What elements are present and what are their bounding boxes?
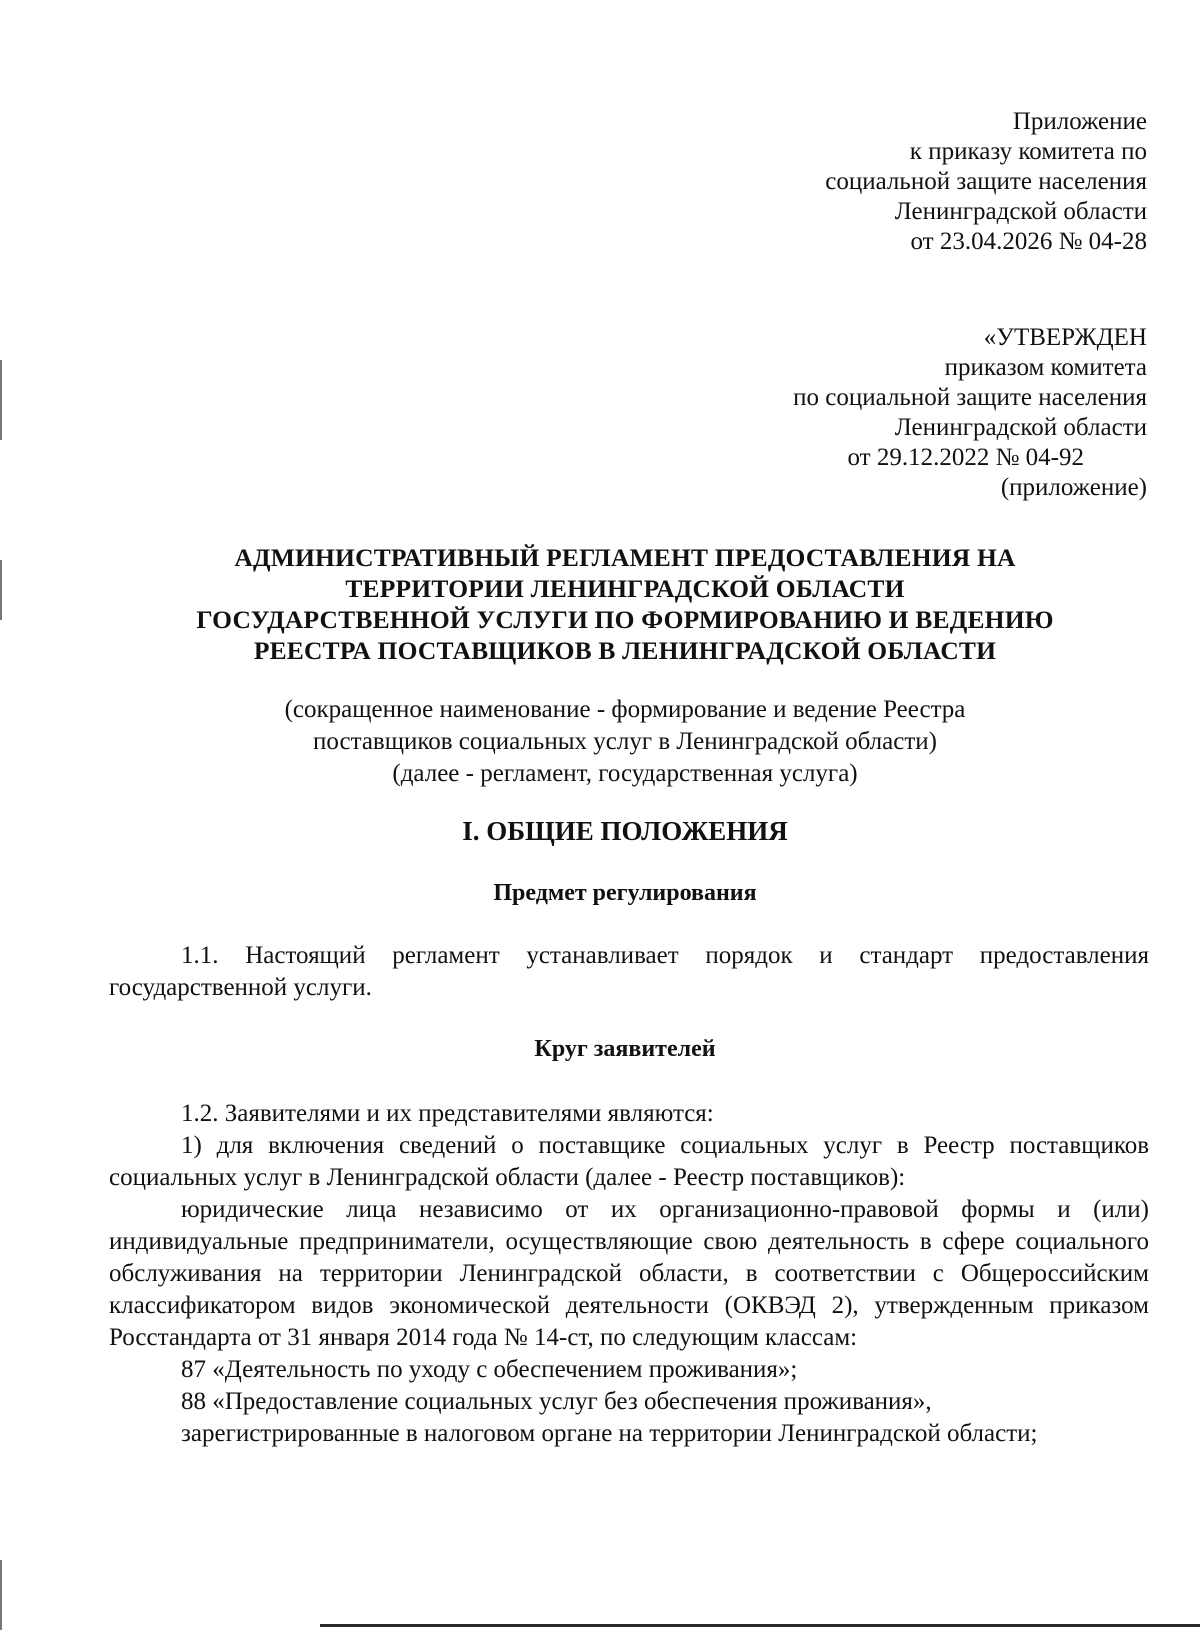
- appendix-line: Ленинградской области: [894, 198, 1147, 225]
- approval-stamp-block: [793, 323, 1147, 503]
- paragraph: 87 «Деятельность по уходу с обеспечением проживания»;: [181, 1356, 798, 1383]
- approved-line: (приложение): [1000, 474, 1147, 501]
- scan-edge-mark: [0, 1560, 2, 1630]
- approved-line: приказом комитета: [944, 354, 1147, 381]
- title-line: ТЕРРИТОРИИ ЛЕНИНГРАДСКОЙ ОБЛАСТИ: [345, 574, 905, 603]
- section-heading: I. ОБЩИЕ ПОЛОЖЕНИЯ: [462, 816, 788, 846]
- approved-line: Ленинградской области: [894, 414, 1147, 441]
- approved-line: от 29.12.2022 № 04-92: [847, 444, 1084, 471]
- title-line: РЕЕСТРА ПОСТАВЩИКОВ В ЛЕНИНГРАДСКОЙ ОБЛАСТИ: [253, 636, 997, 665]
- scan-bottom-edge: [320, 1624, 1200, 1627]
- title-line: ГОСУДАРСТВЕННОЙ УСЛУГИ ПО ФОРМИРОВАНИЮ И ВЕДЕНИЮ: [196, 605, 1054, 634]
- appendix-line: к приказу комитета по: [909, 138, 1147, 165]
- subtitle-line: (сокращенное наименование - формирование и ведение Реестра: [284, 696, 966, 723]
- document-subtitle: [100, 694, 1150, 790]
- paragraph: 88 «Предоставление социальных услуг без обеспечения проживания»,: [181, 1388, 932, 1415]
- paragraph: 1.2. Заявителями и их представителями являются:: [181, 1100, 714, 1127]
- document-title: [100, 542, 1150, 666]
- appendix-line: Приложение: [1012, 108, 1147, 135]
- subsection-heading: Предмет регулирования: [493, 880, 757, 906]
- paragraph-1-1: [109, 940, 1149, 1004]
- paragraph-1-2: [109, 1098, 1149, 1450]
- appendix-header: [825, 107, 1147, 257]
- paragraph: 1.1. Настоящий регламент устанавливает порядок и стандарт предоставления государственной услуги.: [109, 942, 1149, 1001]
- appendix-line: от 23.04.2026 № 04-28: [910, 228, 1147, 255]
- subtitle-line: поставщиков социальных услуг в Ленинградской области): [313, 728, 937, 755]
- scan-edge-mark: [0, 360, 2, 440]
- approved-line: «УТВЕРЖДЕН: [983, 324, 1147, 351]
- subtitle-line: (далее - регламент, государственная услуга): [392, 760, 858, 787]
- paragraph: зарегистрированные в налоговом органе на территории Ленинградской области;: [181, 1420, 1038, 1447]
- appendix-line: социальной защите населения: [825, 168, 1147, 195]
- paragraph: юридические лица независимо от их организационно-правовой формы и (или) индивидуальные предприниматели, осуществляющие свою деятельность в сфере социального обслуживания на территории Ленинградской области, в соответствии с Общероссийским классификатором видов экономической деятельности (ОКВЭД 2), утвержденным приказом Росстандарта от 31 января 2014 года № 14-ст, по следующим классам:: [109, 1196, 1149, 1351]
- approved-line: по социальной защите населения: [793, 384, 1147, 411]
- subsection-heading: Круг заявителей: [534, 1036, 716, 1062]
- scan-edge-mark: [0, 560, 2, 620]
- paragraph: 1) для включения сведений о поставщике социальных услуг в Реестр поставщиков социальных услуг в Ленинградской области (далее - Реестр поставщиков):: [109, 1132, 1149, 1191]
- title-line: АДМИНИСТРАТИВНЫЙ РЕГЛАМЕНТ ПРЕДОСТАВЛЕНИЯ НА: [234, 543, 1016, 572]
